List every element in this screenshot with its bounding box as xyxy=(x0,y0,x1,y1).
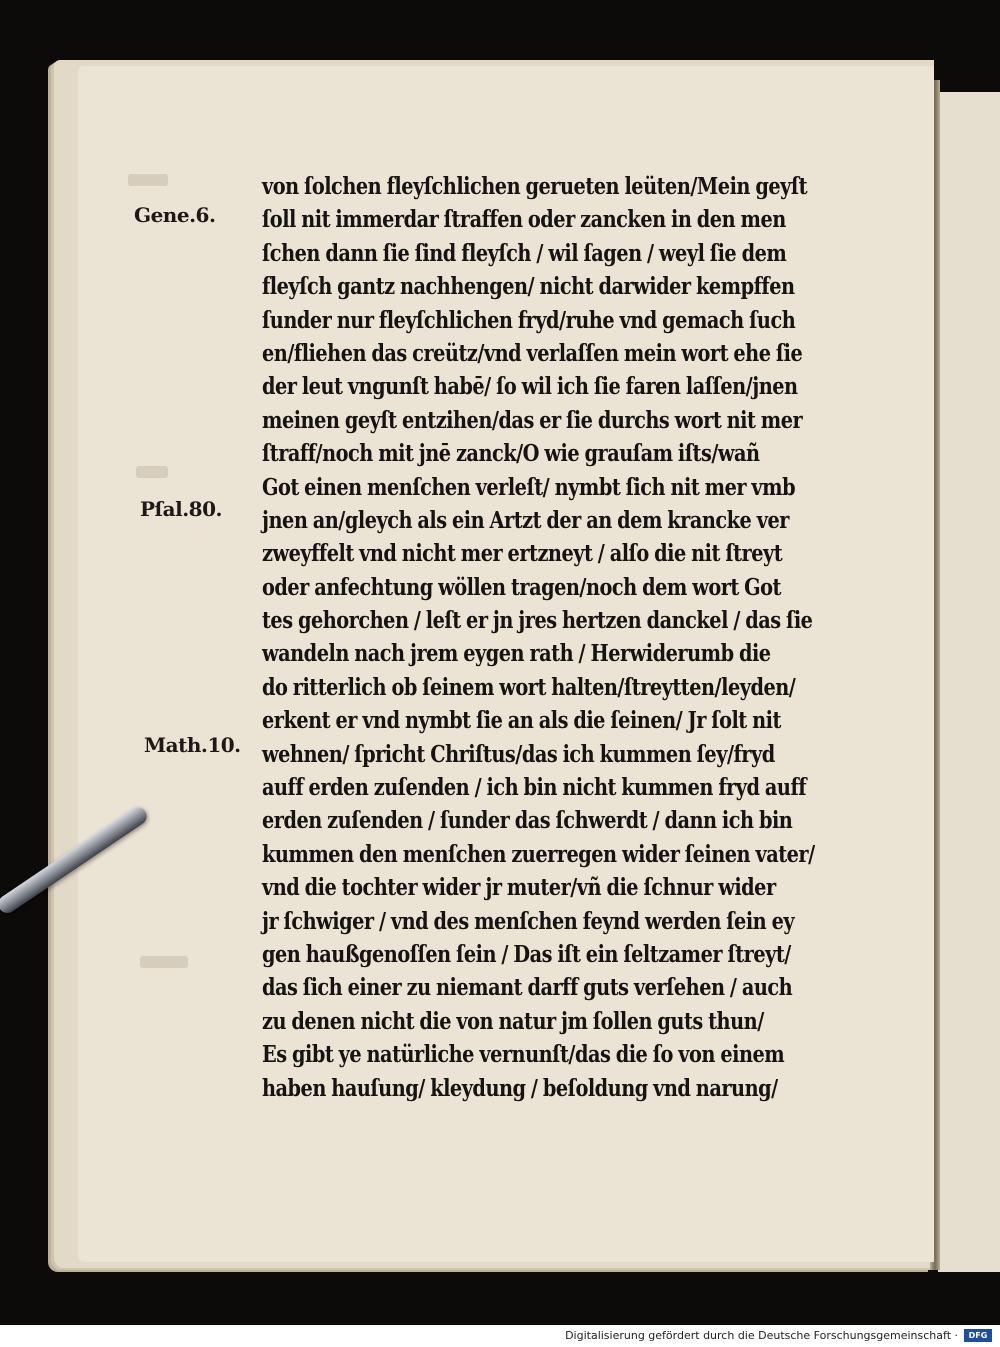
text-line: zweyffelt vnd nicht mer ertzneyt / alſo die nit ſtreyt xyxy=(262,540,783,568)
text-line: haben hauſung/ kleydung / beſoldung vnd narung/ xyxy=(262,1074,778,1102)
text-line: auff erden zuſenden / ich bin nicht kummen fryd auff xyxy=(262,774,807,802)
text-line: zu denen nicht die von natur jm ſollen guts thun/ xyxy=(262,1007,764,1035)
text-line: gen haußgenoſſen ſein / Das iſt ein ſeltzamer ſtreyt/ xyxy=(262,940,791,968)
margin-note-math: Math.10. xyxy=(144,733,241,757)
text-line: ſoll nit immerdar ſtraffen oder zancken in den men xyxy=(262,206,786,234)
margin-note-psal: Pſal.80. xyxy=(140,497,222,521)
text-line: kummen den menſchen zuerregen wider ſeinen vater/ xyxy=(262,840,815,868)
text-line: der leut vngunſt habē/ ſo wil ich ſie faren laſſen/jnen xyxy=(262,373,798,401)
dfg-logo-icon[interactable]: DFG xyxy=(964,1329,992,1342)
funding-credit: Digitalisierung gefördert durch die Deutsche Forschungsgemeinschaft · xyxy=(565,1329,958,1342)
text-line: erden zuſenden / ſunder das ſchwerdt / dann ich bin xyxy=(262,807,793,835)
text-line: meinen geyſt entzihen/das er ſie durchs wort nit mer xyxy=(262,406,803,434)
text-line: das ſich einer zu niemant darff guts verſehen / auch xyxy=(262,974,793,1002)
text-line: wandeln nach jrem eygen rath / Herwiderumb die xyxy=(262,640,771,668)
text-line: Got einen menſchen verleſt/ nymbt ſich nit mer vmb xyxy=(262,473,796,501)
text-line: jnen an/gleych als ein Artzt der an dem krancke ver xyxy=(262,506,789,534)
bleed-through-mark xyxy=(136,466,168,478)
facing-page-edge xyxy=(938,92,1000,1272)
text-line: wehnen/ ſpricht Chriſtus/das ich kummen ſey/fryd xyxy=(262,740,775,768)
margin-note-gene: Gene.6. xyxy=(134,203,216,227)
text-line: en/fliehen das creütz/vnd verlaſſen mein wort ehe ſie xyxy=(262,339,803,367)
text-line: Es gibt ye natürliche vernunſt/das die ſo von einem xyxy=(262,1041,785,1069)
bleed-through-mark xyxy=(128,174,168,186)
text-line: ſtraff/noch mit jnē zanck/O wie grauſam iſts/wañ xyxy=(262,440,760,468)
footer-bar xyxy=(0,1325,1000,1347)
bleed-through-mark xyxy=(140,956,188,968)
text-line: tes gehorchen / leſt er jn jres hertzen danckel / das ſie xyxy=(262,607,813,635)
text-line: jr ſchwiger / vnd des menſchen feynd werden ſein ey xyxy=(262,907,795,935)
text-line: erkent er vnd nymbt ſie an als die ſeinen/ Jr ſolt nit xyxy=(262,707,781,735)
text-line: vnd die tochter wider jr muter/vñ die ſchnur wider xyxy=(262,874,776,902)
text-line: ſchen dann ſie ſind fleyſch / wil ſagen / weyl ſie dem xyxy=(262,239,787,267)
body-text-block xyxy=(262,170,882,1105)
text-line: oder anfechtung wöllen tragen/noch dem wort Got xyxy=(262,573,781,601)
text-line: do ritterlich ob ſeinem wort halten/ſtreytten/leyden/ xyxy=(262,673,796,701)
text-line: ſunder nur fleyſchlichen fryd/ruhe vnd gemach ſuch xyxy=(262,306,796,334)
text-line: von ſolchen fleyſchlichen gerueten leüten/Mein geyſt xyxy=(262,173,808,200)
text-line: fleyſch gantz nachhengen/ nicht darwider kempffen xyxy=(262,273,795,301)
